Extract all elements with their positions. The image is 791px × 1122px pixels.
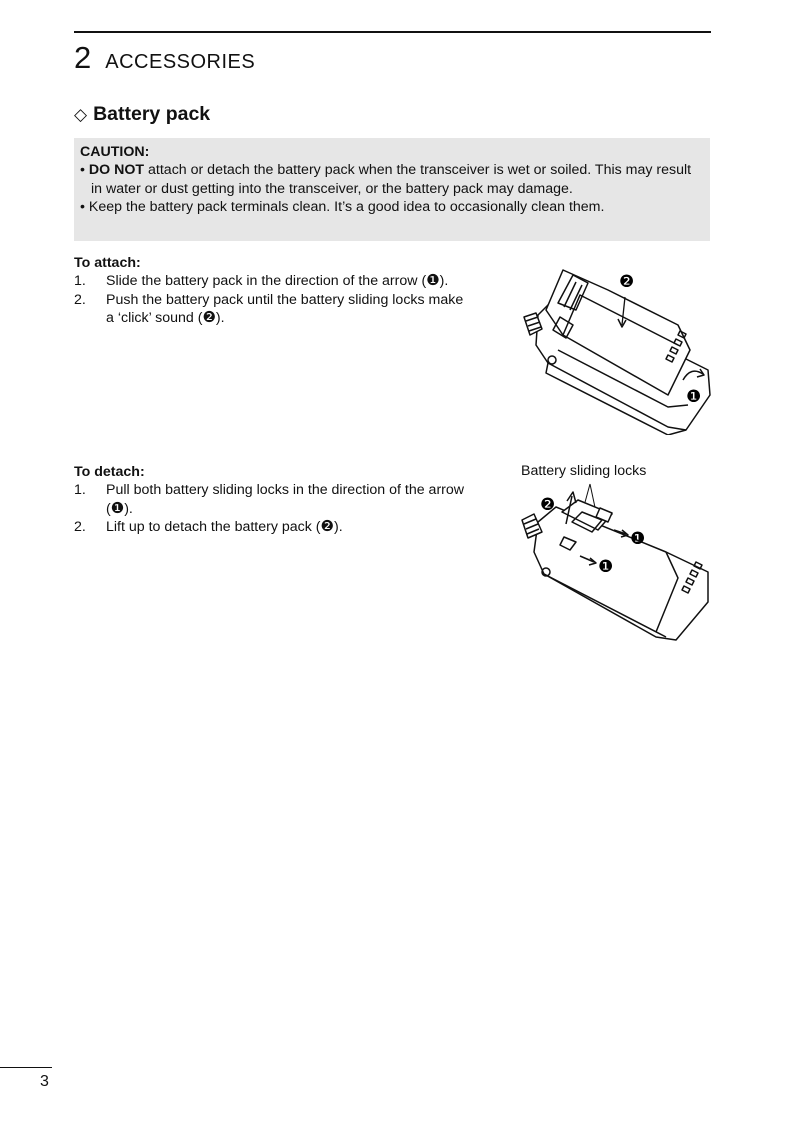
- ref-2-icon: ❷: [202, 308, 216, 326]
- step-text: Slide the battery pack in the direction of the arrow (❶).: [106, 272, 449, 290]
- chapter-title: ACCESSORIES: [105, 51, 256, 73]
- ref-1-icon: ❶: [426, 272, 440, 290]
- caution-title: CAUTION:: [80, 144, 150, 160]
- step-number: 2.: [74, 291, 86, 308]
- step-text: Push the battery pack until the battery sliding locks make a ‘click’ sound (❷).: [106, 291, 464, 326]
- attach-instructions: [74, 254, 474, 327]
- figure-mark-1: ❶: [630, 529, 646, 549]
- caution-text: Keep the battery pack terminals clean. It’s a good idea to occasionally clean them.: [88, 198, 605, 215]
- chapter-heading: [74, 40, 255, 76]
- detach-instructions: [74, 463, 474, 536]
- detach-figure: [516, 482, 714, 644]
- detach-step: [74, 518, 474, 536]
- diamond-icon: ◇: [74, 105, 88, 124]
- caution-emphasis: DO NOT: [88, 162, 145, 179]
- footer-rule: [0, 1067, 52, 1068]
- page-number: 3: [40, 1073, 49, 1090]
- bullet-mark: •: [80, 198, 85, 215]
- figure-mark-2: ❷: [619, 272, 635, 292]
- step-number: 2.: [74, 518, 86, 535]
- caution-bullet: [80, 198, 704, 216]
- step-text: Lift up to detach the battery pack (❷).: [106, 517, 343, 535]
- step-number: 1.: [74, 482, 86, 499]
- caution-box: [74, 138, 710, 241]
- figure-mark-2: ❷: [540, 495, 556, 515]
- figure-mark-1: ❶: [686, 387, 702, 407]
- step-text: Pull both battery sliding locks in the direction of the arrow (❶).: [106, 482, 465, 517]
- figure-mark-1: ❶: [598, 557, 614, 577]
- bullet-mark: •: [80, 162, 85, 179]
- caution-bullet: [80, 161, 704, 198]
- section-heading: [74, 103, 210, 126]
- caution-text: attach or detach the battery pack when the transceiver is wet or soiled. This may result in water or dust getting into the transceiver, or the battery pack may damage.: [91, 162, 692, 197]
- ref-1-icon: ❶: [110, 499, 125, 517]
- figure-label: Battery sliding locks: [521, 463, 647, 479]
- detach-step: [74, 481, 474, 518]
- section-title: Battery pack: [93, 103, 211, 125]
- ref-2-icon: ❷: [320, 517, 334, 535]
- attach-step: [74, 291, 474, 328]
- detach-heading: To detach:: [74, 464, 145, 480]
- chapter-number: 2: [74, 40, 92, 75]
- attach-heading: To attach:: [74, 255, 141, 271]
- step-number: 1.: [74, 273, 86, 290]
- attach-figure: [518, 255, 713, 435]
- attach-step: [74, 272, 474, 290]
- top-rule: [74, 31, 711, 33]
